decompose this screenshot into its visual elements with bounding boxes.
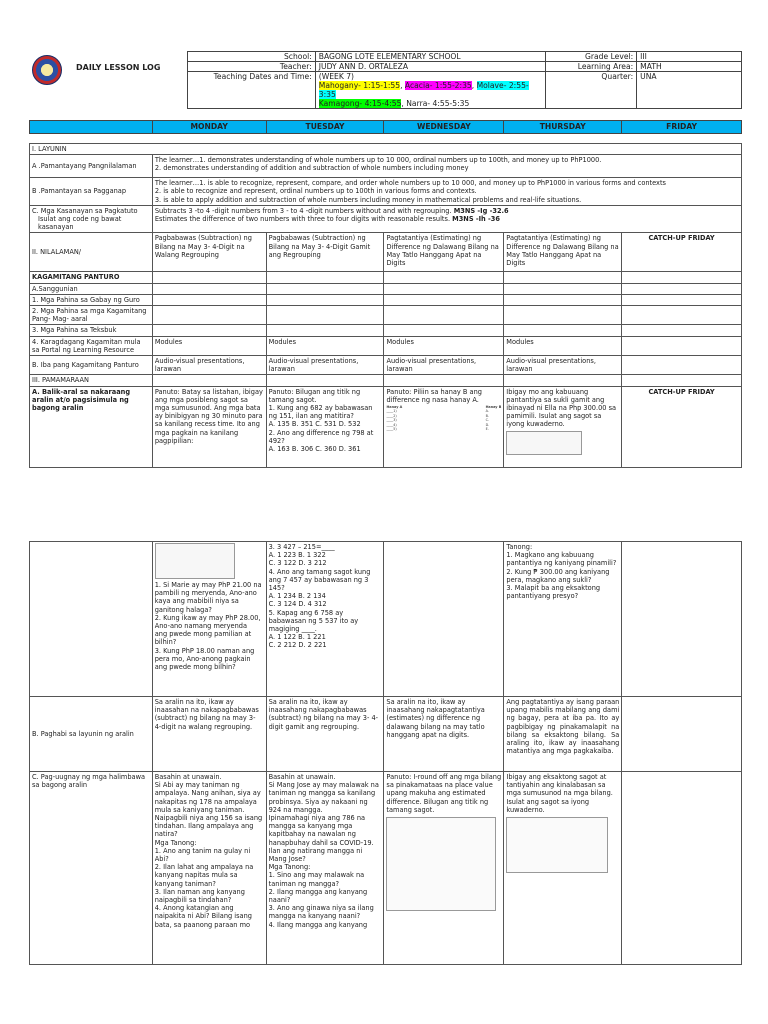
av-tuesday: Audio-visual presentations, larawan (266, 356, 384, 375)
pamamaraan-label: III. PAMAMARAAN (30, 375, 153, 386)
kasanayan-subtitle: Isulat ang code ng bawat kasanayan (38, 215, 122, 232)
school-seal-logo (32, 55, 62, 85)
pag-tuesday: Basahin at unawain. Si Mang Jose ay may malawak na taniman ng mangga sa kanilang probinsya. Siya ay nakaani ng 924 na mangga. Ipinamahagi niya ang 786 na mangga sa kanyang mga kapitbahay na nawalan ng hanapbuhay dahil sa COVID-19. Ilan ang natirang mangga ni Mang Jose? Mga Tanong: 1. Sino ang may malawak na taniman ng mangga? 2. Ilang mangga ang kanyang naani? 3. Ano ang ginawa niya sa ilang mangga na kanyang naani? 4. Ilang mangga ang kanyang (266, 772, 384, 965)
balik-thursday (504, 386, 622, 467)
modules-tuesday: Modules (266, 336, 384, 355)
day-monday: MONDAY (152, 121, 266, 134)
school-label: School: (188, 52, 316, 62)
balik-thu-text: Ibigay mo ang kabuuang pantantiya sa sukli gamit ang ibinayad ni Ella na Php 300.00 sa pamimili. Isulat ang sagot sa iyong kuwaderno. (506, 387, 617, 429)
karagdagang-label: 4. Karagdagang Kagamitan mula sa Portal ng Learning Resource (30, 336, 153, 355)
sched-molave: Molave- 2:55-3:35 (318, 81, 529, 99)
balik-monday: Panuto: Batay sa listahan, ibigay ang mga posibleng sagot sa mga sumusunod. Ang mga bata ay binibigyan ng 30 minuto para sa kanilang recess time. Ito ang mga pagkain na kanilang pagpipilian: (152, 386, 266, 467)
quarter-value: UNA (637, 72, 742, 109)
day-thursday: THURSDAY (504, 121, 622, 134)
week-label: (WEEK 7) (318, 72, 355, 81)
day-tuesday: TUESDAY (266, 121, 384, 134)
teacher-label: Teacher: (188, 62, 316, 72)
pamantayang-pangnilalaman-text (152, 155, 741, 178)
kagamitan-label: KAGAMITANG PANTURO (30, 272, 153, 283)
nilalaman-thursday: Pagtatantiya (Estimating) ng Difference ng Dalawang Bilang na May Tatlo Hanggang Apat na Digits (504, 233, 622, 272)
pg-line-1: The learner…1. is able to recognize, represent, compare, and order whole numbers up to 10 000, and money up to PhP1000 in various forms and contexts (154, 179, 666, 188)
gabay-label: 1. Mga Pahina sa Gabay ng Guro (30, 294, 153, 305)
pag-wednesday (384, 772, 504, 965)
pag-wed-instructions: Panuto: I-round off ang mga bilang sa pinakamataas na place value upang makuha ang estimated difference. Bilugan ang titik ng tamang sagot. (386, 773, 502, 814)
snack-price-list-thumbnail (155, 543, 235, 579)
paghabi-monday: Sa aralin na ito, ikaw ay inaasahan na nakapagbabawas (subtract) ng bilang na may 3- 4-digit na walang regrouping. (152, 697, 266, 772)
balik-friday: CATCH-UP FRIDAY (622, 386, 742, 467)
sched-mahogany: Mahogany- 1:15-1:55 (318, 81, 401, 90)
sched-narra: Narra- 4:55-5:35 (406, 99, 470, 108)
lesson-table-page1 (29, 143, 742, 468)
sched-kamagong: Kamagong- 4:15-4:55 (318, 99, 402, 108)
hanay-b-title: Hanay B (485, 405, 502, 410)
pag-thu-text: Ibigay ang eksaktong sagot at tantiyahin ang kinalabasan sa mga sumusunod na mga bilang. Isulat ang sagot sa iyong kuwaderno. (506, 773, 613, 814)
cont-friday (622, 542, 742, 697)
dates-label: Teaching Dates and Time: (188, 72, 316, 109)
hanay-b-column: Hanay B A. B. C. D. E. (485, 405, 502, 432)
av-monday: Audio-visual presentations, larawan (152, 356, 266, 375)
kasanayan-text-2: Estimates the difference of two numbers with three to four digits with reasonable results. (154, 215, 451, 224)
pamantayan-pagganap-text (152, 178, 741, 206)
area-label: Learning Area: (546, 62, 637, 72)
pamantayan-pagganap-label: B .Pamantayan sa Pagganap (30, 178, 153, 206)
paghabi-thursday: Ang pagtatantiya ay isang paraan upang mabilis mabilang ang dami ng bagay, pera at iba pa. Ito ay pagbibigay ng pinakamalapit na bilang sa eksaktong bilang. Sa araling ito, ikaw ay inaasahang matantiya ang mga pagkakaiba. (504, 697, 622, 772)
grade-label: Grade Level: (546, 52, 637, 62)
hanay-a-column: Hanay A ____1) ____2) ____3) ____4) ____5) (386, 405, 403, 432)
hanay-matching (386, 405, 501, 431)
paghabi-friday (622, 697, 742, 772)
paghabi-tuesday: Sa aralin na ito, ikaw ay inaasahang nakapagbabawas (subtract) ng bilang na may 3- 4-digit gamit ang regrouping. (266, 697, 384, 772)
cont-monday (152, 542, 266, 697)
day-wednesday: WEDNESDAY (384, 121, 504, 134)
kagamitang-pang-label: 2. Mga Pahina sa mga Kagamitang Pang- Mag- aaral (30, 306, 153, 325)
kasanayan-title: C. Mga Kasanayan sa Pagkatuto (32, 206, 138, 215)
pg-line-3: 3. is able to apply addition and subtraction of whole numbers including money in mathematical problems and real-life situations. (154, 195, 582, 204)
rounding-exercise-thumbnail (386, 817, 496, 911)
iba-label: B. Iba pang Kagamitang Panturo (30, 356, 153, 375)
pag-friday (622, 772, 742, 965)
pag-monday: Basahin at unawain. Si Abi ay may taniman ng ampalaya. Nang anihan, siya ay nakapitas ng 178 na ampalaya mula sa kaniyang taniman. Naipagbili niya ang 156 sa isang tindahan. Ilang ampalaya ang natira? Mga Tanong: 1. Ano ang tanim na gulay ni Abi? 2. Ilan lahat ang ampalaya na kanyang napitas mula sa kanyang taniman? 3. Ilan naman ang kanyang naipagbili sa tindahan? 4. Anong katangian ang naipakita ni Abi? Bilang isang bata, sa paanong paraan mo (152, 772, 266, 965)
cont-wednesday (384, 542, 504, 697)
price-table-thumbnail (506, 431, 582, 455)
cont-monday-text: 1. Si Marie ay may PhP 21.00 na pambili ng meryenda, Ano-ano kaya ang mabibili niya sa ganitong halaga? 2. Kung ikaw ay may PhP 28.00, Ano-ano namang meryenda ang pwede mong pamilian at bilhin? 3. Kung PhP 18.00 naman ang pera mo, Ano-anong pagkain ang pwede mong bilhin? (154, 581, 262, 672)
av-wednesday: Audio-visual presentations, larawan (384, 356, 504, 375)
balik-aral-label: A. Balik-aral sa nakaraang aralin at/o pagsisimula ng bagong aralin (30, 386, 153, 467)
modules-thursday: Modules (504, 336, 622, 355)
paghabi-label: B. Paghabi sa layunin ng aralin (30, 697, 153, 772)
balik-wednesday (384, 386, 504, 467)
balik-tuesday: Panuto: Bilugan ang titik ng tamang sagot. 1. Kung ang 682 ay babawasan ng 151, ilan ang matitira? A. 135 B. 351 C. 531 D. 532 2. Ano ang difference ng 798 at 492? A. 163 B. 306 C. 360 D. 361 (266, 386, 384, 467)
pamantayang-pangnilalaman-label: A .Pamantayang Pangnilalaman (30, 155, 153, 178)
kasanayan-code-1: M3NS -Ig -32.6 (453, 206, 509, 215)
av-thursday: Audio-visual presentations, larawan (504, 356, 622, 375)
pg-line-2: 2. is able to recognize and represent, ordinal numbers up to 100th in various forms and contexts. (154, 187, 477, 196)
lesson-table-page2 (29, 541, 742, 965)
teksbuk-label: 3. Mga Pahina sa Teksbuk (30, 325, 153, 336)
nilalaman-monday: Pagbabawas (Subtraction) ng Bilang na May 3- 4-Digit na Walang Regrouping (152, 233, 266, 272)
kasanayan-code-2: M3NS -Ih -36 (452, 215, 500, 224)
page-title: DAILY LESSON LOG (76, 63, 161, 72)
nilalaman-wednesday: Pagtatantiya (Estimating) ng Difference ng Dalawang Bilang na May Tatlo Hanggang Apat na Digits (384, 233, 504, 272)
kasanayan-text (152, 205, 741, 233)
quarter-label: Quarter: (546, 72, 637, 109)
paghabi-wednesday: Sa aralin na ito, ikaw ay inaasahang nakapagtatantiya (estimates) ng difference ng dalawang bilang na may tatlo hanggang apat na digits. (384, 697, 504, 772)
area-value: MATH (637, 62, 742, 72)
section-layunin: I. LAYUNIN (30, 144, 742, 155)
pp-line-1: The learner…1. demonstrates understanding of whole numbers up to 10 000, ordinal numbers up to 100th, and money up to PhP1000. (154, 156, 602, 165)
cont-label (30, 542, 153, 697)
modules-monday: Modules (152, 336, 266, 355)
cont-tuesday: 3. 3 427 – 215=____ A. 1 223 B. 1 322 C. 3 122 D. 3 212 4. Ano ang tamang sagot kung ang 7 457 ay babawasan ng 3 145? A. 1 234 B. 2 134 C. 3 124 D. 4 312 5. Kapag ang 6 758 ay babawasan ng 5 537 ito ay magiging ____. A. 1 122 B. 1 221 C. 2 212 D. 2 221 (266, 542, 384, 697)
pag-uugnay-label: C. Pag-uugnay ng mga halimbawa sa bagong aralin (30, 772, 153, 965)
nilalaman-friday: CATCH-UP FRIDAY (622, 233, 742, 272)
pp-line-2: 2. demonstrates understanding of addition and subtraction of whole numbers including money (154, 164, 469, 173)
day-friday: FRIDAY (622, 121, 742, 134)
days-header-bar (29, 120, 742, 134)
grade-value: III (637, 52, 742, 62)
balik-wed-instructions: Panuto: Piliin sa hanay B ang difference ng nasa hanay A. (386, 387, 482, 404)
sanggunian-label: A.Sanggunian (30, 283, 153, 294)
hanay-a-title: Hanay A (386, 405, 403, 410)
school-value: BAGONG LOTE ELEMENTARY SCHOOL (315, 52, 546, 62)
cont-thursday: Tanong: 1. Magkano ang kabuuang pantantiya ng kaniyang pinamili? 2. Kung ₱ 300.00 ang kaniyang pera, magkano ang sukli? 3. Malapit ba ang eksaktong pantantiyang presyo? (504, 542, 622, 697)
nilalaman-tuesday: Pagbabawas (Subtraction) ng Bilang na May 3- 4-Digit Gamit ang Regrouping (266, 233, 384, 272)
sched-acacia: Acacia- 1:55-2:35 (404, 81, 472, 90)
modules-wednesday: Modules (384, 336, 504, 355)
pag-thursday (504, 772, 622, 965)
estimation-exercise-thumbnail (506, 817, 608, 873)
nilalaman-label: II. NILALAMAN/ (30, 233, 153, 272)
kasanayan-text-1: Subtracts 3 -to 4 -digit numbers from 3 - to 4 -digit numbers without and with regrouping. (154, 206, 452, 215)
schedule-cell: (WEEK 7) Mahogany- 1:15-1:55, Acacia- 1:55-2:35, Molave- 2:55-3:35 Kamagong- 4:15-4:55, Narra- 4:55-5:35 (315, 72, 546, 109)
header-info-table (187, 51, 742, 109)
teacher-value: JUDY ANN D. ORTALEZA (315, 62, 546, 72)
days-corner (30, 121, 153, 134)
kasanayan-label (30, 205, 153, 233)
